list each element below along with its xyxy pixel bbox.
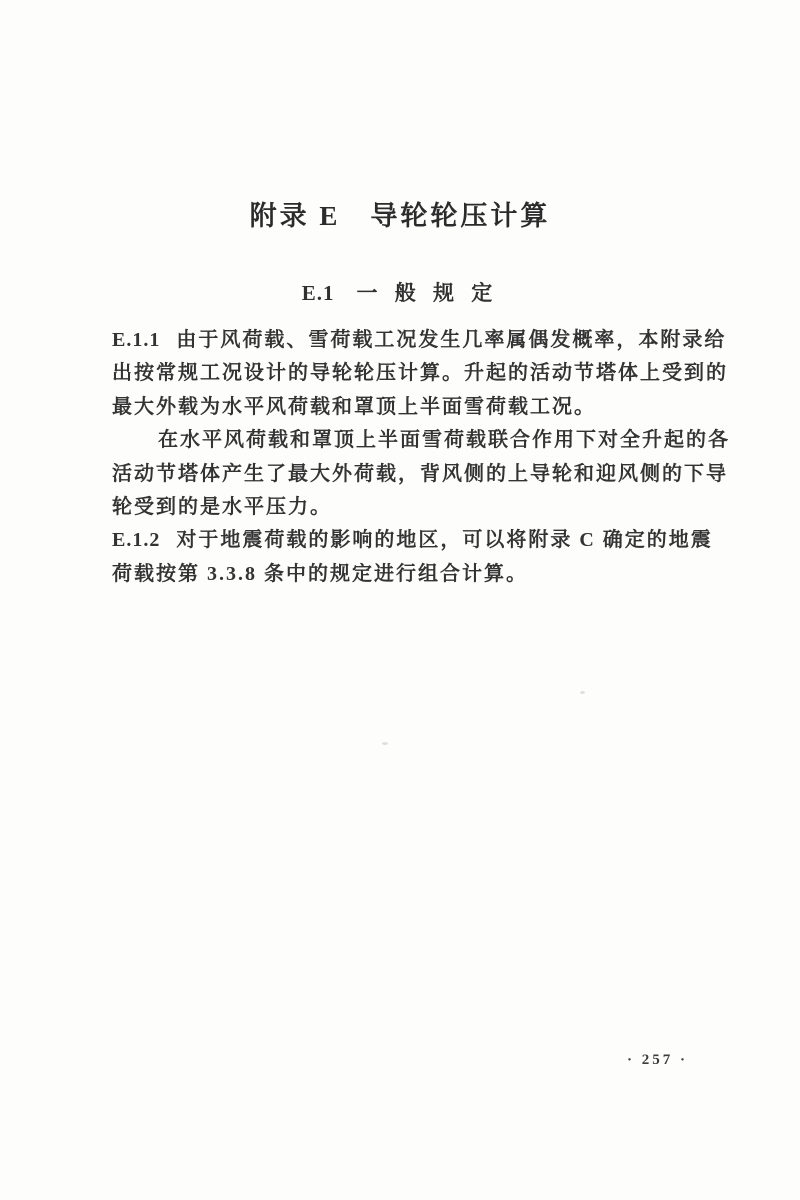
body-line: [112, 424, 730, 457]
appendix-title: [0, 194, 800, 233]
body-line: [112, 324, 727, 357]
appendix-title-text: 导轮轮压计算: [370, 201, 551, 231]
body-line-text: 出按常规工况设计的导轮轮压计算。升起的活动节塔体上受到的: [112, 362, 728, 385]
body-line: [112, 558, 714, 591]
appendix-title-label: 附录 E: [249, 201, 341, 231]
body-line-text: 最大外载为水平风荷载和罩顶上半面雪荷载工况。: [112, 395, 596, 418]
body-line: [112, 491, 714, 524]
body-line-text: 在水平风荷载和罩顶上半面雪荷载联合作用下对全升起的各: [158, 429, 730, 452]
body-line: [112, 391, 714, 424]
scan-speck: [382, 742, 388, 745]
body-line-text: 由于风荷载、雪荷载工况发生几率属偶发概率，本附录给: [176, 329, 727, 351]
body-line: [112, 357, 728, 390]
body-line-text: 轮受到的是水平压力。: [112, 495, 332, 518]
section-heading-number: E.1: [301, 281, 335, 305]
body-text: [112, 324, 730, 591]
body-line: [112, 524, 714, 557]
body-line: [112, 458, 728, 491]
clause-number: E.1.2: [112, 529, 161, 552]
scan-speck: [580, 691, 585, 694]
body-line-text: 活动节塔体产生了最大外荷载，背风侧的上导轮和迎风侧的下导: [112, 462, 728, 485]
body-line-text: 对于地震荷载的影响的地区，可以将附录 C 确定的地震: [176, 529, 713, 552]
section-heading: [0, 277, 800, 307]
clause-number: E.1.1: [112, 329, 161, 351]
section-heading-title: 一 般 规 定: [356, 281, 499, 305]
page-number: · 257 ·: [626, 1052, 688, 1068]
body-line-text: 荷载按第 3.3.8 条中的规定进行组合计算。: [112, 562, 528, 585]
